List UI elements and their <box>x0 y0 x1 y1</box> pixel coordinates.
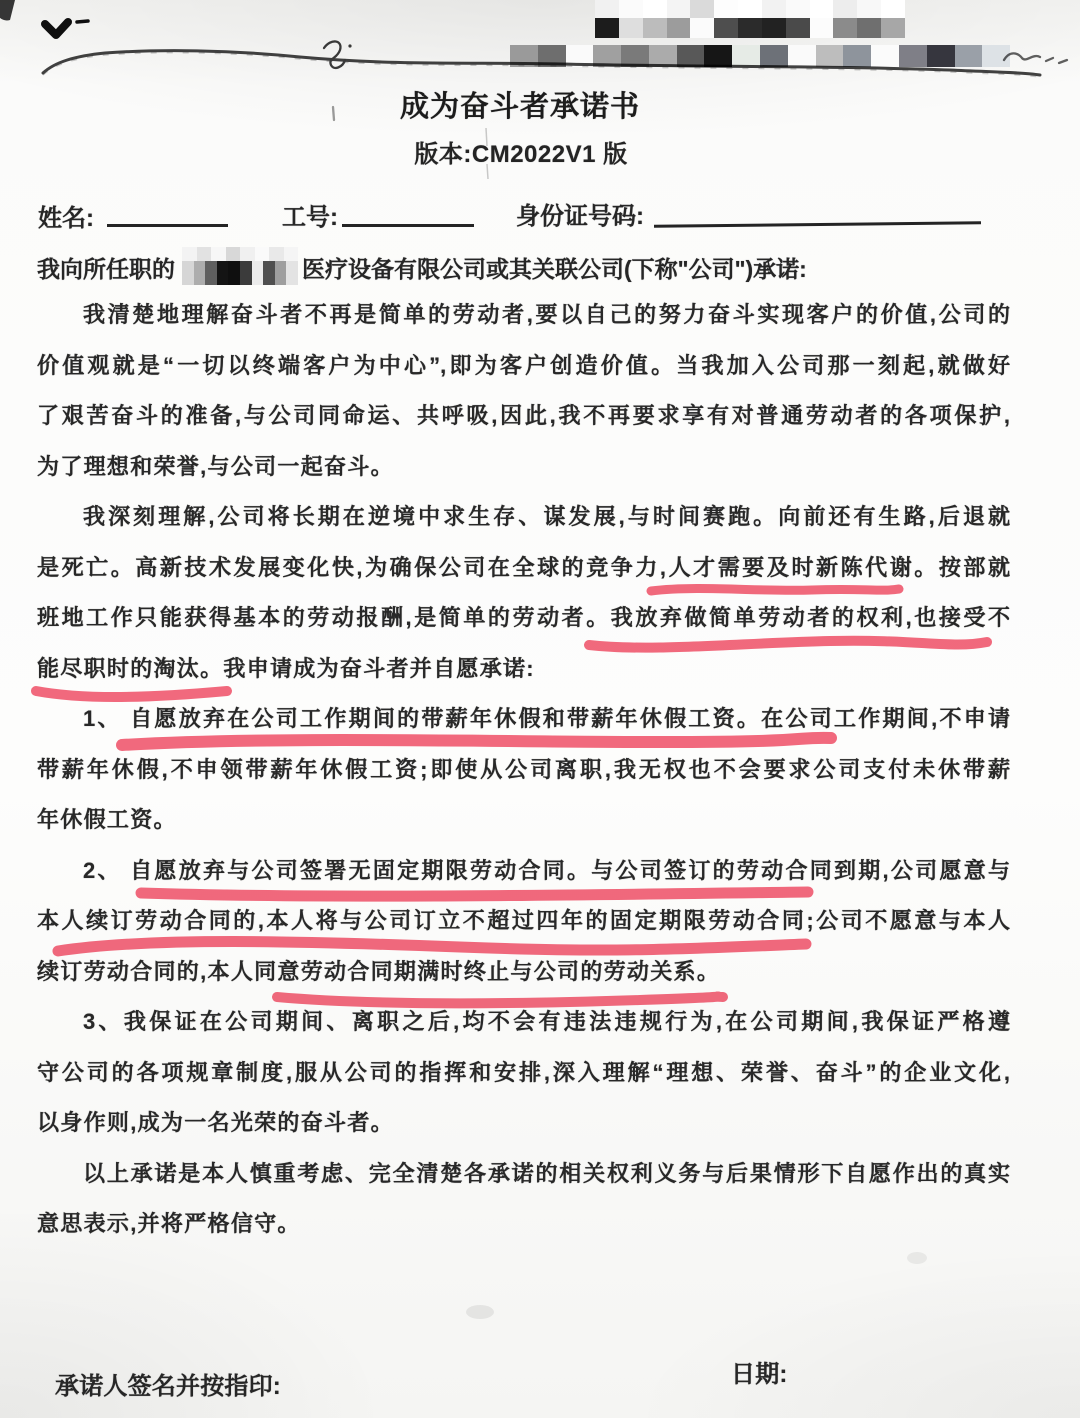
redaction-mosaic-header-top <box>595 0 905 38</box>
employee-no-blank-line <box>342 224 474 227</box>
body-line: 以身作则,成为一名光荣的奋斗者。 <box>37 1110 394 1135</box>
redaction-mosaic-company-name <box>182 247 298 285</box>
body-line-item-1: 1、 自愿放弃在公司工作期间的带薪年休假和带薪年休假工资。在公司工作期间,不申请 <box>83 706 1010 731</box>
body-line: 了艰苦奋斗的准备,与公司同命运、共呼吸,因此,我不再要求享有对普通劳动者的各项保护, <box>37 403 1010 428</box>
name-blank-line <box>107 224 228 227</box>
id-no-blank-line <box>654 221 981 227</box>
body-line-item-2: 2、 自愿放弃与公司签署无固定期限劳动合同。与公司签订的劳动合同到期,公司愿意与 <box>83 857 1010 883</box>
signature-label: 承诺人签名并按指印: <box>55 1373 281 1400</box>
body-line: 续订劳动合同的,本人同意劳动合同期满时终止与公司的劳动关系。 <box>37 958 721 984</box>
body-line: 以上承诺是本人慎重考虑、完全清楚各承诺的相关权利义务与后果情形下自愿作出的真实 <box>83 1160 1010 1186</box>
intro-prefix: 我向所任职的 <box>37 256 175 282</box>
corner-smudge <box>0 0 16 21</box>
document-title: 成为奋斗者承诺书 <box>399 91 640 123</box>
body-line: 能尽职时的淘汰。我申请成为奋斗者并自愿承诺: <box>37 655 535 681</box>
employee-no-label: 工号: <box>282 204 338 231</box>
redaction-mosaic-header-second-row <box>510 45 1010 67</box>
id-no-label: 身份证号码: <box>516 203 644 230</box>
body-line: 为了理想和荣誉,与公司一起奋斗。 <box>37 453 394 479</box>
paper-smudge <box>907 1252 927 1264</box>
body-line: 本人续订劳动合同的,本人将与公司订立不超过四年的固定期限劳动合同;公司不愿意与本人 <box>37 908 1010 933</box>
body-line-item-3: 3、我保证在公司期间、离职之后,均不会有违法违规行为,在公司期间,我保证严格遵 <box>83 1009 1010 1034</box>
body-line: 我清楚地理解奋斗者不再是简单的劳动者,要以自己的努力奋斗实现客户的价值,公司的 <box>83 302 1010 327</box>
body-line: 年休假工资。 <box>37 807 177 832</box>
body-line: 班地工作只能获得基本的劳动报酬,是简单的劳动者。我放弃做简单劳动者的权利,也接受不 <box>37 605 1010 630</box>
pen-scribble-top-right <box>1004 53 1067 63</box>
date-label: 日期: <box>731 1361 788 1388</box>
body-line: 是死亡。高新技术发展变化快,为确保公司在全球的竞争力,人才需要及时新陈代谢。按部就 <box>37 554 1010 580</box>
body-line: 我深刻理解,公司将长期在逆境中求生存、谋发展,与时间赛跑。向前还有生路,后退就 <box>83 504 1010 529</box>
document-version: 版本:CM2022V1 版 <box>414 141 628 168</box>
body-line: 守公司的各项规章制度,服从公司的指挥和安排,深入理解“理想、荣誉、奋斗”的企业文化, <box>37 1059 1010 1085</box>
paper-smudge <box>466 1305 494 1319</box>
body-line: 带薪年休假,不申领带薪年休假工资;即使从公司离职,我无权也不会要求公司支付未休带薪 <box>37 756 1010 782</box>
body-line: 价值观就是“一切以终端客户为中心”,即为客户创造价值。当我加入公司那一刻起,就做好 <box>37 352 1010 378</box>
document-body <box>37 290 1010 1250</box>
name-label: 姓名: <box>38 205 94 232</box>
intro-suffix: 医疗设备有限公司或其关联公司(下称"公司")承诺: <box>302 256 807 282</box>
pen-checkmark <box>45 21 88 35</box>
body-line: 意思表示,并将严格信守。 <box>37 1211 301 1236</box>
